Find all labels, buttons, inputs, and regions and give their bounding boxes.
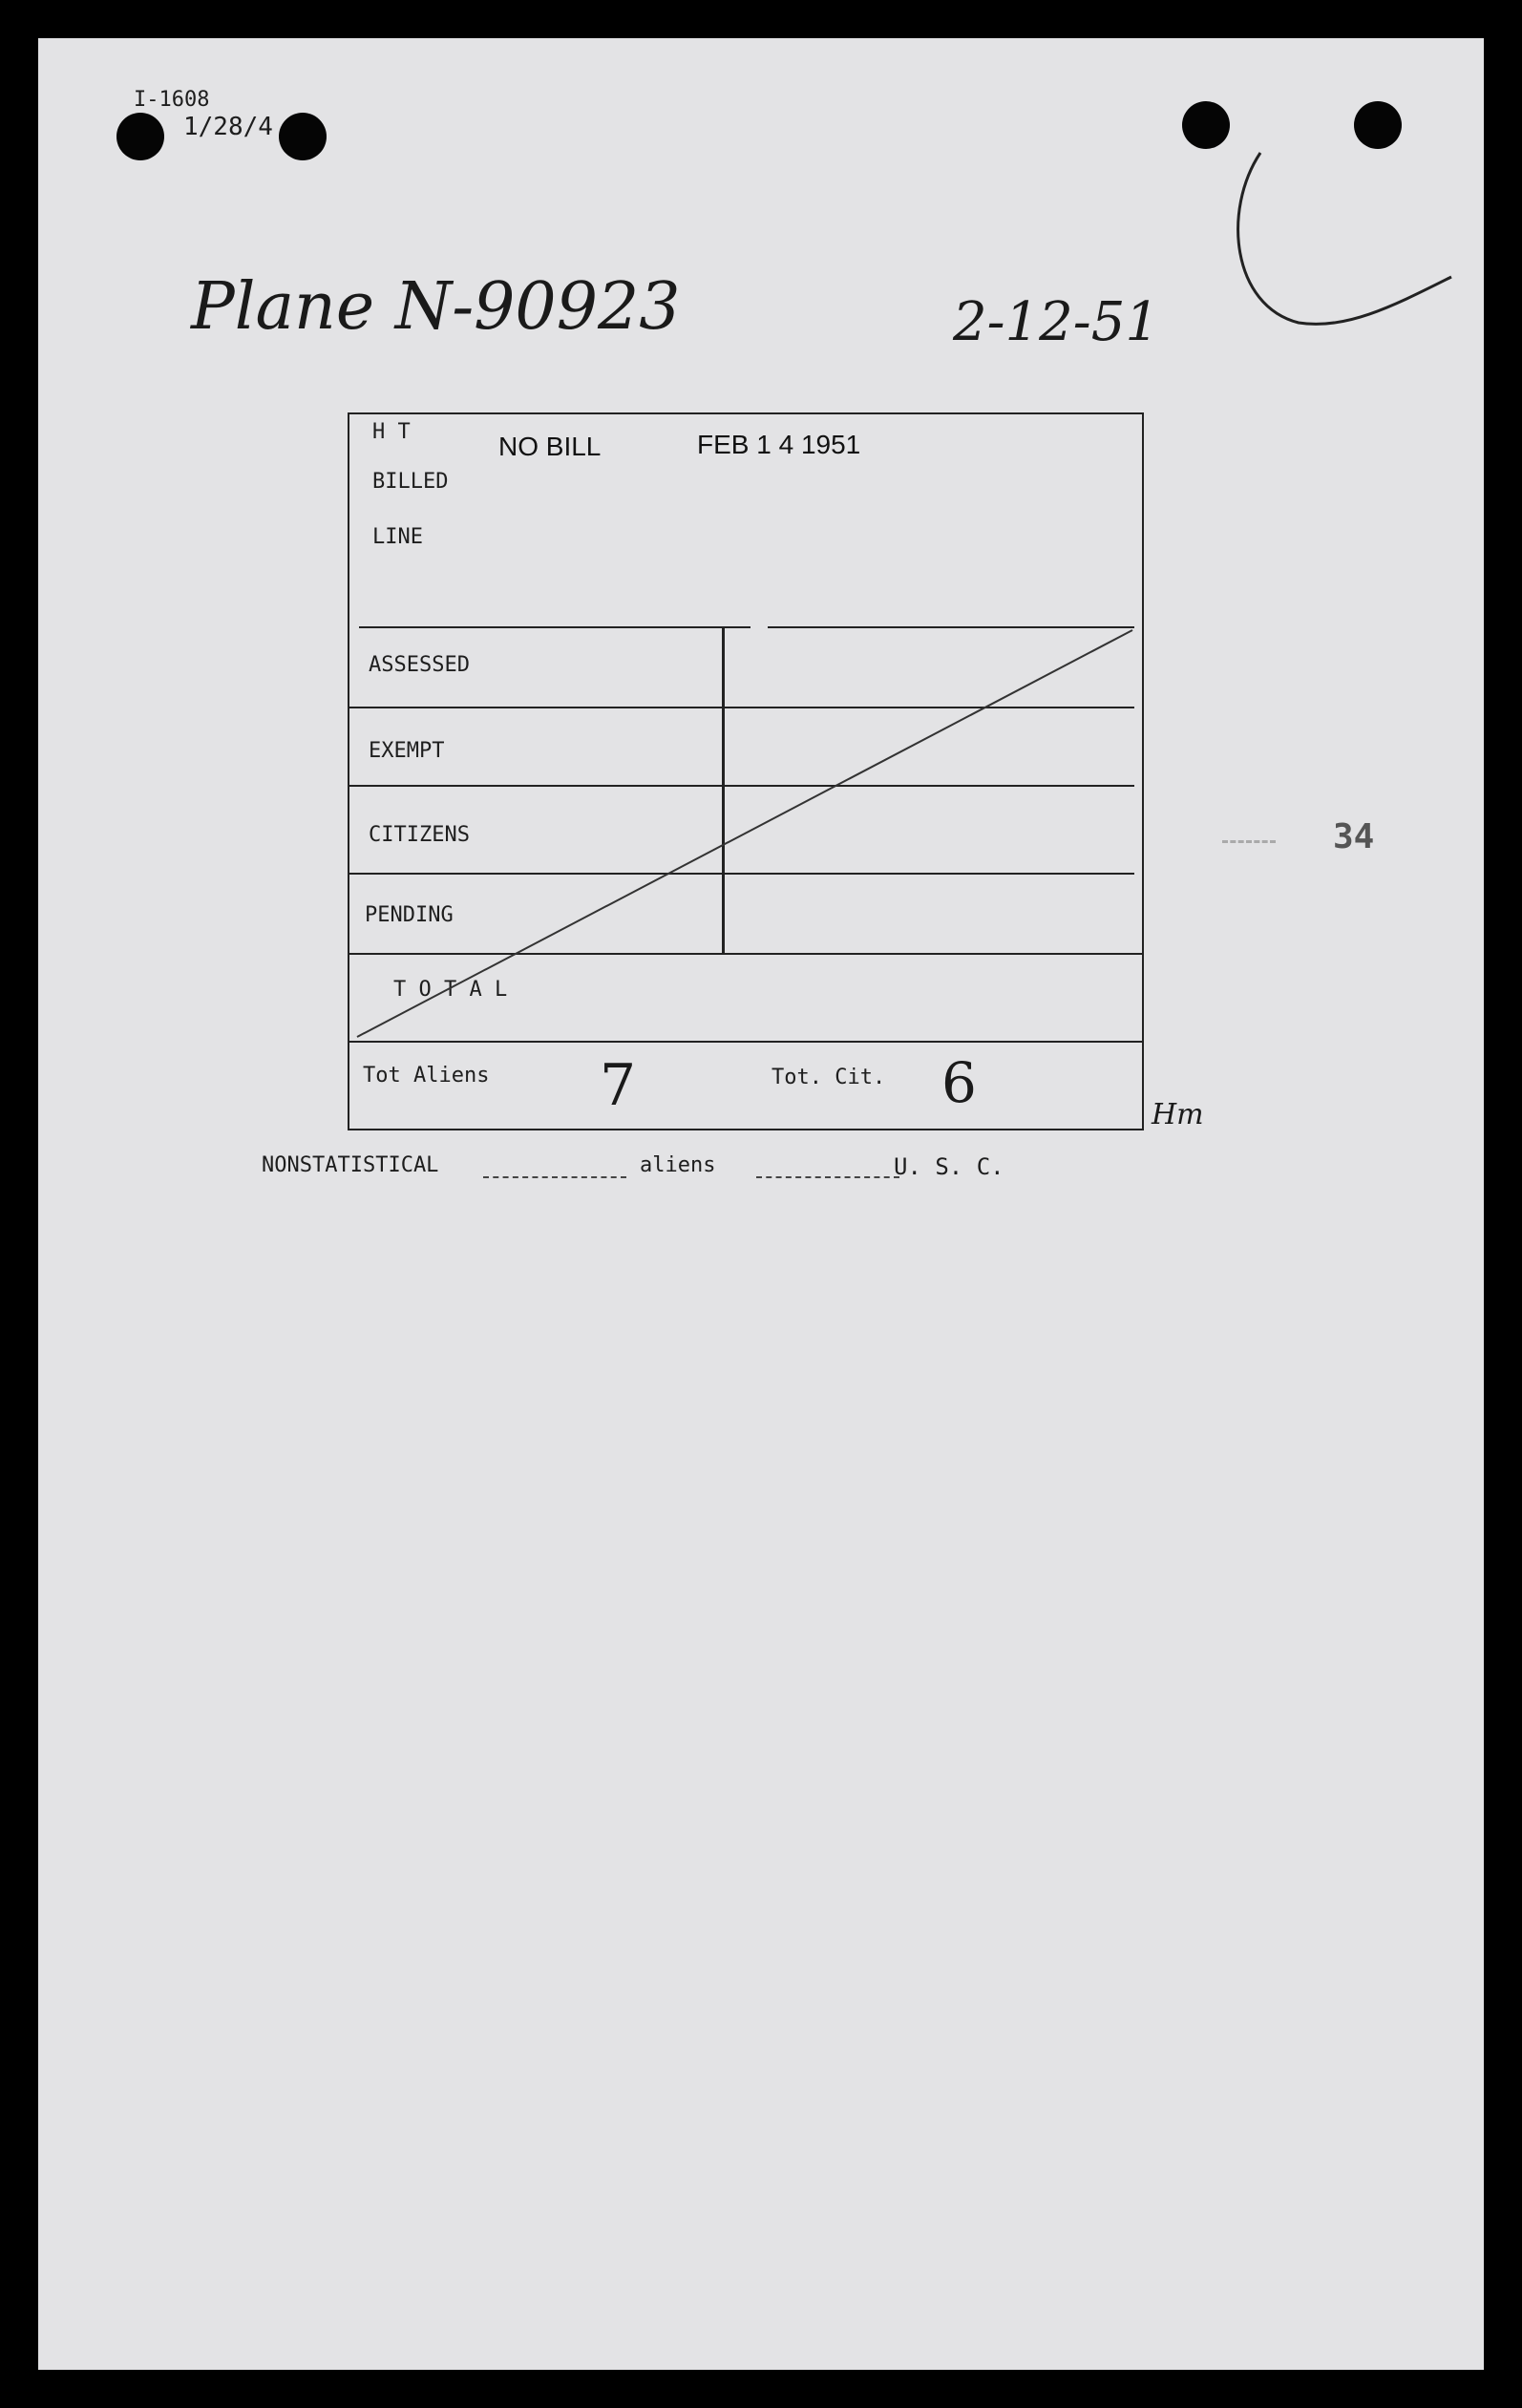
aliens-label: aliens: [640, 1153, 716, 1177]
stamp-no-bill: NO BILL: [498, 432, 602, 461]
punch-hole-right-1: [1182, 101, 1230, 149]
tot-cit-label: Tot. Cit.: [772, 1066, 886, 1089]
stamp-date: FEB 1 4 1951: [697, 430, 861, 459]
tot-aliens-value: 7: [600, 1052, 637, 1119]
corner-pen-stroke: [1222, 153, 1451, 344]
handwritten-plane-number: Plane N-90923: [191, 269, 681, 345]
nonstatistical-aliens-blank: [483, 1176, 626, 1178]
tally-form: [348, 412, 1144, 1130]
row-citizens: CITIZENS: [369, 823, 470, 847]
row-total: T O T A L: [393, 978, 508, 1002]
strike-through-line: [349, 414, 1146, 1132]
faint-dash-marks: [1222, 840, 1276, 843]
document-page: [38, 38, 1484, 2370]
punch-hole-left-1: [116, 113, 164, 160]
nonstatistical-usc-blank: [756, 1176, 899, 1178]
tot-aliens-label: Tot Aliens: [363, 1064, 490, 1088]
form-date: 1/28/4: [183, 113, 273, 141]
label-billed: BILLED: [372, 470, 449, 494]
handwritten-date: 2-12-51: [953, 291, 1159, 353]
page-number: 34: [1333, 817, 1375, 856]
tot-cit-value: 6: [941, 1050, 977, 1115]
label-line: LINE: [372, 525, 423, 549]
row-assessed: ASSESSED: [369, 653, 470, 677]
punch-hole-left-2: [279, 113, 327, 160]
form-number: I-1608: [134, 88, 210, 112]
row-exempt: EXEMPT: [369, 739, 445, 763]
punch-hole-right-2: [1354, 101, 1402, 149]
row-pending: PENDING: [365, 903, 454, 927]
nonstatistical-label: NONSTATISTICAL: [262, 1153, 439, 1177]
usc-label: U. S. C.: [894, 1153, 1004, 1180]
handwritten-initials: Hm: [1152, 1098, 1204, 1131]
label-ht: H T: [372, 420, 411, 444]
